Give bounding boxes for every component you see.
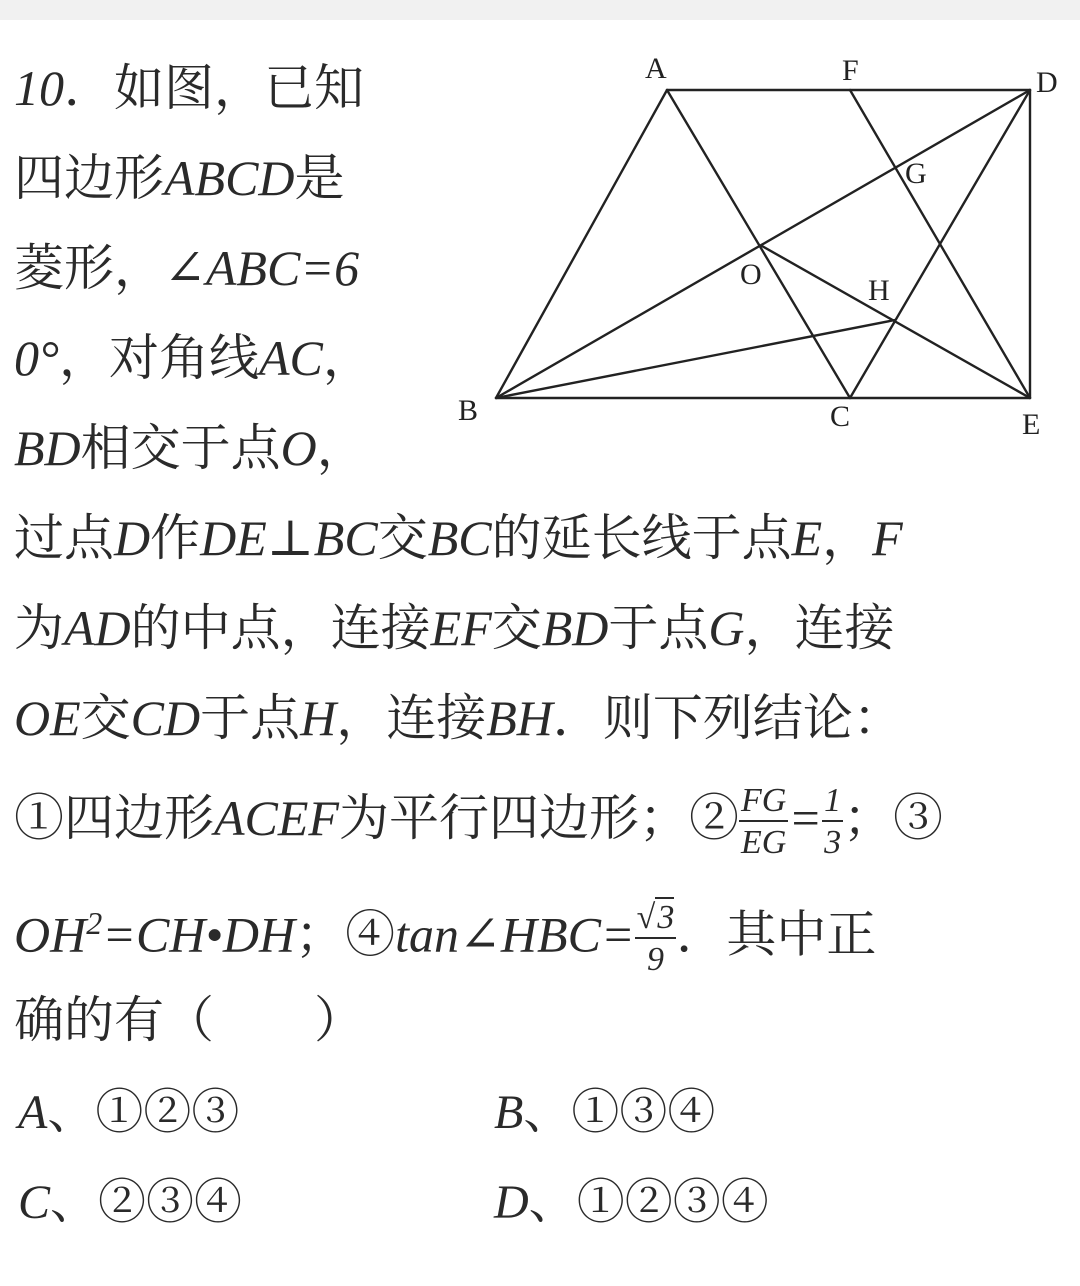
label-o: O (740, 258, 762, 291)
option-a[interactable]: A、①②③ (18, 1084, 240, 1140)
option-b[interactable]: B、①③④ (494, 1084, 716, 1140)
option-d[interactable]: D、①②③④ (494, 1174, 769, 1230)
problem-line-7: 为AD的中点，连接EF交BD于点G，连接 (14, 599, 895, 657)
label-c: C (830, 400, 851, 433)
geometry-figure (0, 0, 1080, 460)
problem-line-2: 四边形ABCD是 (14, 149, 345, 207)
problem-line-8: OE交CD于点H，连接BH．则下列结论： (14, 689, 903, 747)
fraction-sqrt3-over-9: $\frac{√3}{9}$ (636, 898, 675, 978)
problem-line-3: 菱形，∠ABC=6 (14, 239, 360, 297)
problem-line-1: 10．如图，已知 (14, 59, 364, 117)
conclusion-line-1: ①四边形ACEF为平行四边形；② $\frac{FG}{EG}$ = $\frac{1}{3}$ ；③ (14, 782, 944, 861)
label-d: D (1036, 66, 1058, 99)
label-e: E (1022, 408, 1041, 441)
label-b: B (458, 394, 479, 427)
segment-bh (496, 320, 895, 398)
problem-line-last: 确的有（ ） (14, 991, 364, 1049)
segment-oe (762, 246, 1030, 398)
label-g: G (905, 157, 927, 190)
problem-line-4: 0°，对角线AC， (14, 329, 373, 387)
problem-line-6: 过点D作DE⊥BC交BC的延长线于点E，F (14, 509, 903, 567)
label-a: A (645, 52, 667, 85)
problem-line-5: BD相交于点O， (14, 419, 367, 477)
fraction-one-third: $\frac{1}{3}$ (824, 782, 842, 861)
segment-ab (496, 90, 667, 398)
label-h: H (868, 274, 890, 307)
label-f: F (842, 54, 859, 87)
fraction-fg-eg: $\frac{FG}{EG}$ (740, 782, 787, 861)
segment-ac (667, 90, 850, 398)
problem-number: 10 (14, 60, 64, 116)
option-c[interactable]: C、②③④ (18, 1174, 243, 1230)
conclusion-line-2: $OH^2=CH•DH$；④tan∠HBC= $\frac{√3}{9}$ ．其中正 (14, 898, 877, 978)
